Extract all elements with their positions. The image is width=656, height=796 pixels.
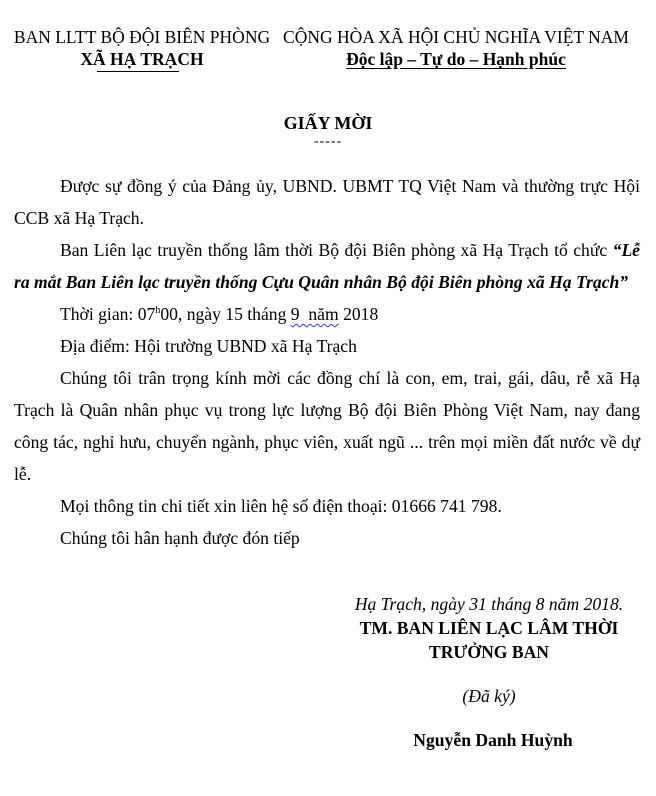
national-heading — [278, 26, 634, 70]
document-title: GIẤY MỜI — [283, 113, 373, 133]
time-year: 2018 — [338, 304, 379, 324]
country-name: CỘNG HÒA XÃ HỘI CHỦ NGHĨA VIỆT NAM — [283, 27, 629, 47]
title-separator: ----- — [313, 134, 343, 149]
event-name: “Lễ ra mắt Ban Liên lạc truyền thống Cựu Quân nhân Bộ đội Biên phòng xã Hạ Trạch” — [14, 240, 640, 292]
time-hour-superscript: h — [155, 305, 161, 316]
signed-note: (Đã ký) — [462, 686, 516, 706]
signer-role: TRƯỞNG BAN — [428, 642, 550, 662]
contact-line: Mọi thông tin chi tiết xin liên hệ số điện thoại: 01666 741 798. — [60, 496, 502, 516]
closing-line: Chúng tôi hân hạnh được đón tiếp — [60, 528, 300, 548]
document-body — [14, 170, 640, 554]
time-line — [14, 298, 640, 330]
time-month: 9 năm — [290, 304, 339, 324]
issuing-organization — [10, 26, 274, 72]
organization-underline — [97, 71, 179, 72]
time-prefix: Thời gian: 07 — [60, 304, 156, 324]
organization-name: BAN LLTT BỘ ĐỘI BIÊN PHÒNG — [13, 27, 271, 47]
national-motto: Độc lập – Tự do – Hạnh phúc — [346, 49, 566, 69]
organizer-paragraph — [14, 234, 640, 298]
organizer-intro: Ban Liên lạc truyền thống lâm thời Bộ đội Biên phòng xã Hạ Trạch tổ chức — [60, 240, 608, 260]
on-behalf-of: TM. BAN LIÊN LẠC LÂM THỜI — [359, 618, 619, 638]
time-date: 00, ngày 15 tháng — [160, 304, 291, 324]
location-line: Địa điểm: Hội trường UBND xã Hạ Trạch — [60, 336, 357, 356]
approval-paragraph: Được sự đồng ý của Đảng ủy, UBND. UBMT TQ Việt Nam và thường trực Hội CCB xã Hạ Trạch. — [14, 176, 640, 228]
commune-name: XÃ HẠ TRẠCH — [80, 49, 204, 69]
signature-block — [336, 592, 642, 752]
invitation-paragraph: Chúng tôi trân trọng kính mời các đồng chí là con, em, trai, gái, dâu, rễ xã Hạ Trạch là Quân nhân phục vụ trong lực lượng Bộ đội Biên Phòng Việt Nam, nay đang công tác, nghỉ hưu, chuyển ngành, phục viên, xuất ngũ ... trên mọi miền đất nước về dự lễ. — [14, 368, 640, 484]
signer-name: Nguyễn Danh Huỳnh — [413, 730, 573, 750]
place-date: Hạ Trạch, ngày 31 tháng 8 năm 2018. — [354, 594, 624, 614]
